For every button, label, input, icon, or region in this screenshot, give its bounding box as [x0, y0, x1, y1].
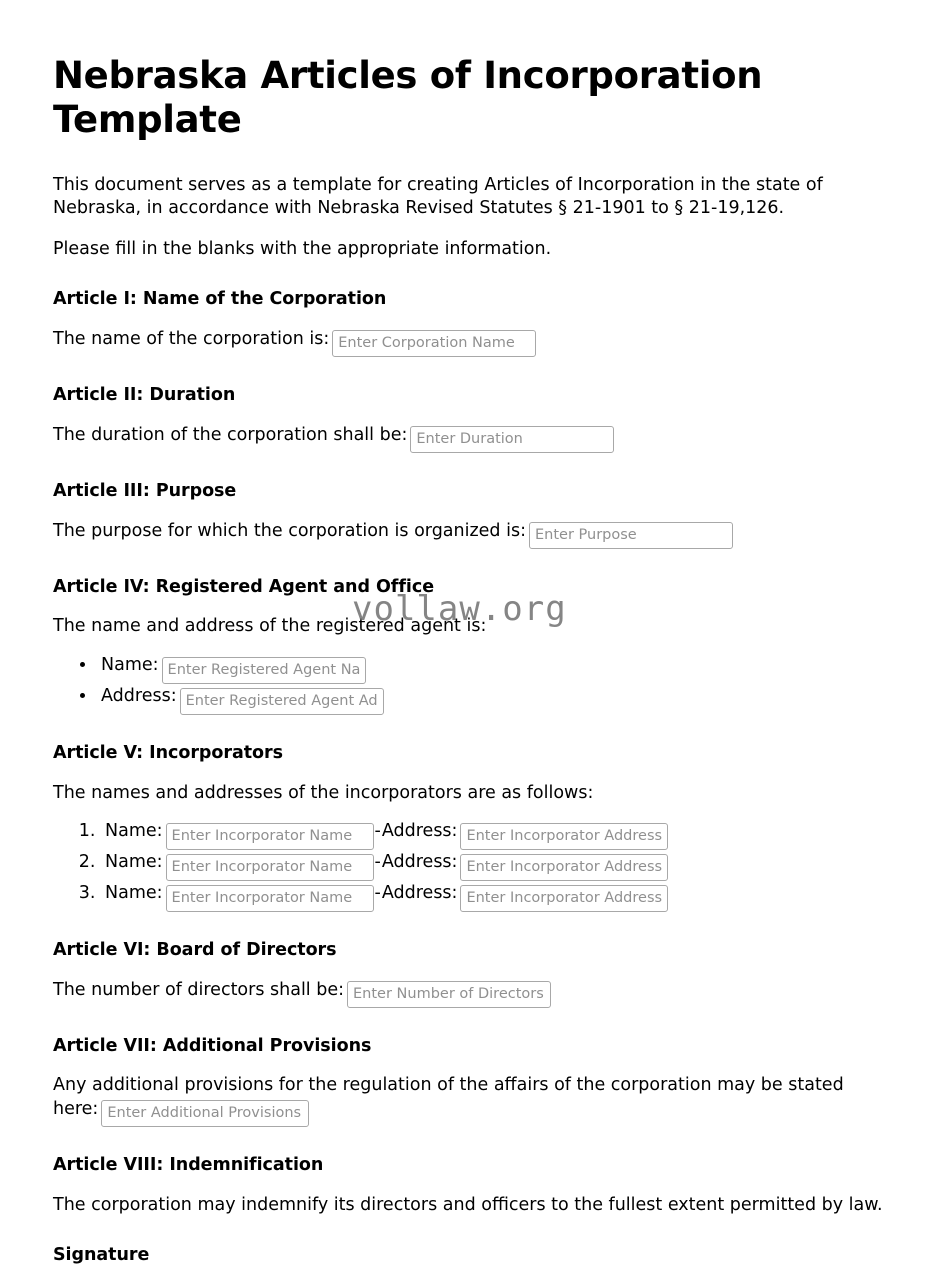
- registered-agent-address-label: Address:: [101, 685, 177, 706]
- list-item: [101, 850, 890, 881]
- corporation-name-input[interactable]: [332, 330, 536, 357]
- incorporator-3-separator: -: [374, 882, 381, 903]
- article-4-label: The name and address of the registered agent is:: [53, 616, 487, 637]
- purpose-input[interactable]: [529, 522, 733, 549]
- article-7-field-line: [53, 1074, 890, 1126]
- registered-agent-list: [53, 653, 890, 715]
- heading-article-7: Article VII: Additional Provisions: [53, 1035, 372, 1056]
- registered-agent-name-input[interactable]: [162, 657, 366, 684]
- duration-input[interactable]: [410, 426, 614, 453]
- article-3-field-line: [53, 520, 890, 549]
- incorporator-1-name-input[interactable]: [166, 823, 374, 850]
- incorporator-3-name-label: Name:: [105, 882, 163, 903]
- list-item: [97, 684, 890, 715]
- site-watermark: vollaw.org: [352, 589, 567, 629]
- incorporator-1-address-label: Address:: [381, 820, 458, 841]
- article-1-label: The name of the corporation is:: [53, 329, 330, 350]
- article-6-label: The number of directors shall be:: [53, 979, 345, 1000]
- list-item: [97, 653, 890, 684]
- incorporator-2-address-input[interactable]: [460, 854, 668, 881]
- article-5-label: The names and addresses of the incorporators are as follows:: [53, 782, 594, 803]
- article-2-field-line: [53, 424, 890, 453]
- article-6-field-line: [53, 979, 890, 1008]
- article-7-label: Any additional provisions for the regulation of the affairs of the corporation may be stated here:: [53, 1075, 844, 1119]
- incorporator-2-name-input[interactable]: [166, 854, 374, 881]
- article-8-body: The corporation may indemnify its directors and officers to the fullest extent permitted by law.: [53, 1194, 883, 1215]
- page-title: Nebraska Articles of Incorporation Template: [53, 54, 763, 142]
- list-item: [101, 881, 890, 912]
- number-of-directors-input[interactable]: [347, 981, 551, 1008]
- incorporator-3-address-input[interactable]: [460, 885, 668, 912]
- incorporator-3-address-label: Address:: [381, 882, 458, 903]
- incorporator-1-name-label: Name:: [105, 820, 163, 841]
- incorporator-3-name-input[interactable]: [166, 885, 374, 912]
- heading-signature: Signature: [53, 1245, 150, 1266]
- heading-article-6: Article VI: Board of Directors: [53, 939, 337, 960]
- instruction-paragraph: Please fill in the blanks with the appropriate information.: [53, 238, 552, 259]
- heading-article-4: Article IV: Registered Agent and Office: [53, 576, 435, 597]
- article-2-label: The duration of the corporation shall be:: [53, 424, 408, 445]
- additional-provisions-input[interactable]: [101, 1100, 309, 1127]
- heading-article-5: Article V: Incorporators: [53, 742, 283, 763]
- incorporator-2-separator: -: [374, 851, 381, 872]
- heading-article-3: Article III: Purpose: [53, 480, 237, 501]
- heading-article-8: Article VIII: Indemnification: [53, 1154, 324, 1175]
- registered-agent-name-label: Name:: [101, 654, 159, 675]
- incorporator-2-name-label: Name:: [105, 851, 163, 872]
- heading-article-1: Article I: Name of the Corporation: [53, 289, 387, 310]
- article-3-label: The purpose for which the corporation is organized is:: [53, 520, 526, 541]
- incorporator-1-separator: -: [374, 820, 381, 841]
- incorporator-2-address-label: Address:: [381, 851, 458, 872]
- incorporator-list: [53, 819, 890, 912]
- heading-article-2: Article II: Duration: [53, 385, 236, 406]
- article-1-field-line: [53, 328, 890, 357]
- incorporator-1-address-input[interactable]: [460, 823, 668, 850]
- registered-agent-address-input[interactable]: [180, 688, 384, 715]
- list-item: [101, 819, 890, 850]
- intro-paragraph: This document serves as a template for creating Articles of Incorporation in the state of Nebraska, in accordance with Nebraska Revised Statutes § 21-1901 to § 21-19,126.: [53, 175, 823, 219]
